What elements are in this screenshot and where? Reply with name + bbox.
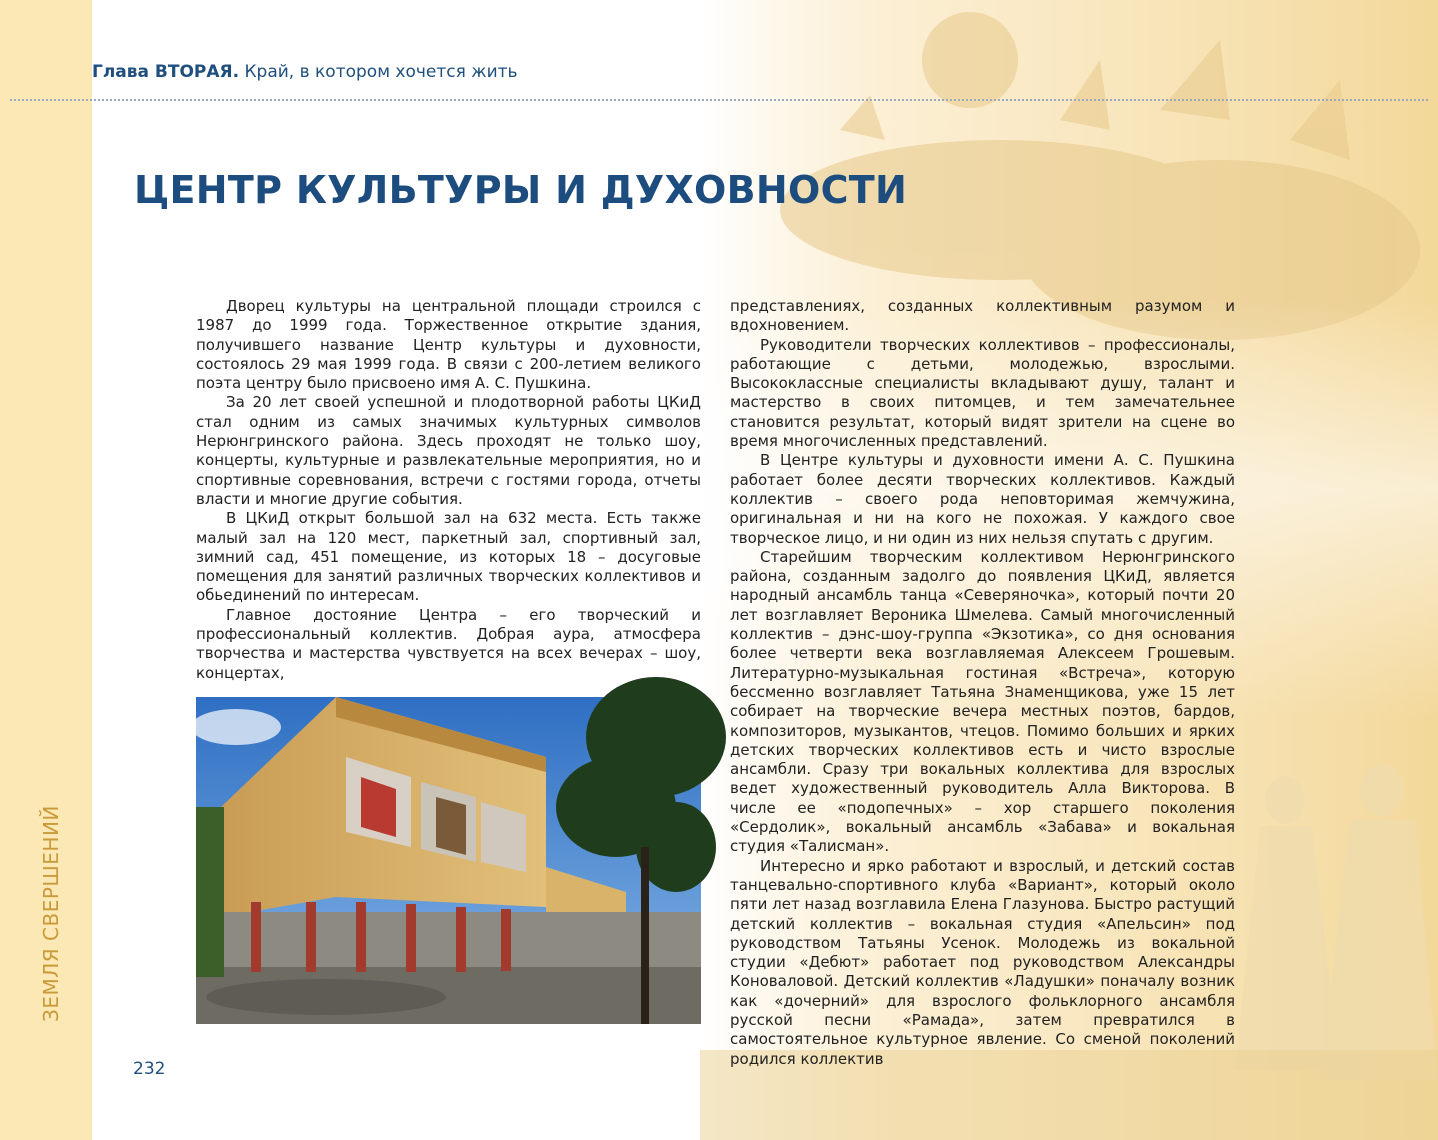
chapter-header xyxy=(92,62,518,82)
text-column-left xyxy=(196,297,701,682)
paragraph: В Центре культуры и духовности имени А. С. Пушкина работает более десяти творческих коллективов. Каждый коллектив – своего рода неповторимая жемчужина, оригинальная и ни на кого не похожая. У каждого свое творческое лицо, и ни один из них нельзя спутать с другим. xyxy=(730,451,1235,547)
paragraph: Старейшим творческим коллективом Нерюнгринского района, созданным задолго до появления ЦКиД, является народный ансамбль танца «Северяночка», который почти 20 лет возглавляет Вероника Шмелева. Самый многочисленный коллектив – дэнс-шоу-группа «Экзотика», со дня основания более четверти века возглавляемая Алексеем Грошевым. Литературно-музыкальная гостиная «Встреча», которую бессменно возглавляет Татьяна Знаменщикова, уже 15 лет собирает на творческие вечера местных поэтов, бардов, композиторов, музыкантов, чтецов. Помимо больших и ярких детских творческих коллективов есть и чисто взрослые ансамбли. Сразу три вокальных коллектива для взрослых ведет художественный руководитель Алла Викторова. В числе ее «подопечных» – хор старшего поколения «Сердолик», вокальный ансамбль «Забава» и вокальная студия «Талисман». xyxy=(730,547,1235,856)
chapter-title: Край, в котором хочется жить xyxy=(239,62,518,82)
paragraph: Главное достояние Центра – его творческий и профессиональный коллектив. Добрая аура, атмосфера творчества и мастерства чувствуется на всех вечерах – шоу, концертах, xyxy=(196,605,701,682)
paragraph: За 20 лет своей успешной и плодотворной работы ЦКиД стал одним из самых значимых культурных символов Нерюнгринского района. Здесь проходят не только шоу, концерты, культурные и развлекательные мероприятия, но и спортивные соревнования, встречи с гостями города, отчеты власти и многие другие события. xyxy=(196,393,701,508)
side-label: ЗЕМЛЯ СВЕРШЕНИЙ xyxy=(39,805,63,1022)
paragraph: В ЦКиД открыт большой зал на 632 места. Есть также малый зал на 120 мест, паркетный зал, спортивный зал, зимний сад, 451 помещение, из которых 18 – досуговые помещения для занятий различных творческих коллективов и обьединений по интересам. xyxy=(196,509,701,605)
dotted-divider xyxy=(10,99,1428,101)
page-number: 232 xyxy=(133,1059,166,1079)
paragraph: Руководители творческих коллективов – профессионалы, работающие с детьми, молодежью, взрослыми. Высококлассные специалисты вкладывают душу, талант и мастерство в своих питомцев, и тем замечательнее становится результат, который видят зрители на сцене во время многочисленных представлений. xyxy=(730,335,1235,451)
text-column-right xyxy=(730,297,1235,1068)
article-title: ЦЕНТР КУЛЬТУРЫ И ДУХОВНОСТИ xyxy=(134,168,908,212)
chapter-label: Глава ВТОРАЯ. xyxy=(92,62,240,82)
paragraph: Дворец культуры на центральной площади строился с 1987 до 1999 года. Торжественное открытие здания, получившего название Центр культуры и духовности, состоялось 29 мая 1999 года. В связи с 200-летием великого поэта центру было присвоено имя А. С. Пушкина. xyxy=(196,297,701,393)
paragraph: Интересно и ярко работают и взрослый, и детский состав танцевально-спортивного клуба «Вариант», который около пяти лет назад возглавила Елена Глазунова. Быстро растущий детский коллектив – вокальная студия «Апельсин» под руководством Татьяны Усенок. Молодежь из вокальной студии «Дебют» работает под руководством Александры Коноваловой. Детский коллектив «Ладушки» поначалу возник как «дочерний» для взрослого фольклорного ансамбля русской песни «Рамада», затем превратился в самостоятельное культурное явление. Со сменой поколений родился коллектив xyxy=(730,856,1235,1068)
paragraph: представлениях, созданных коллективным разумом и вдохновением. xyxy=(730,297,1235,335)
building-photo xyxy=(196,697,701,1024)
